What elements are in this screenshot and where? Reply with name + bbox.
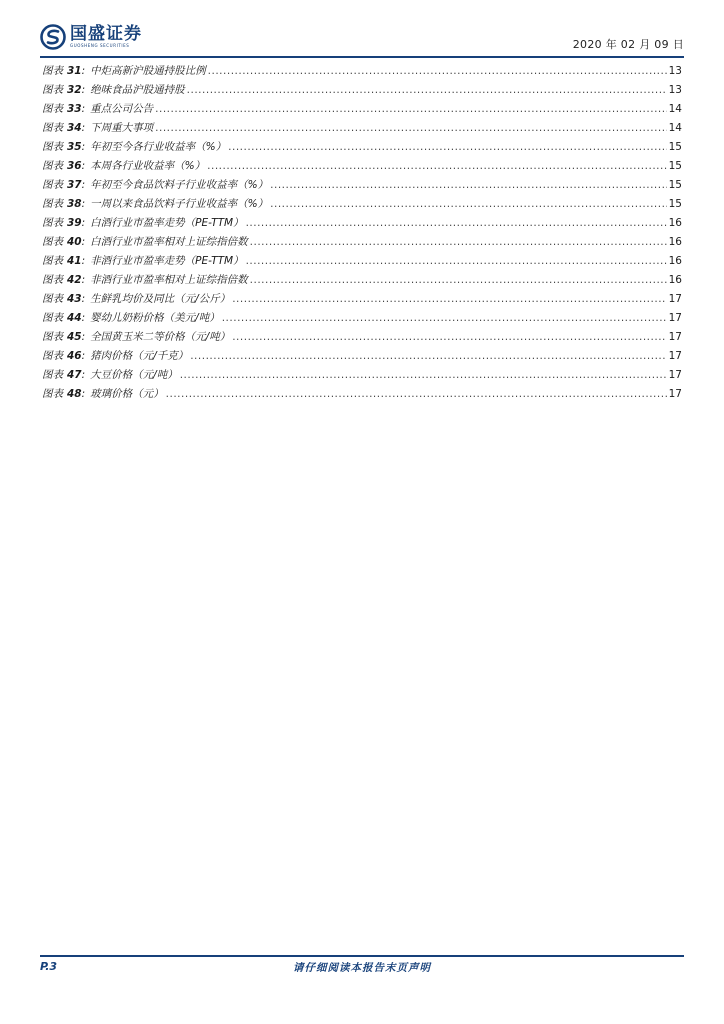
toc-dot-leader <box>155 122 666 134</box>
toc-entry-separator: : <box>81 274 86 286</box>
toc-entry-separator: : <box>81 331 86 343</box>
toc-entry-separator: : <box>81 198 86 210</box>
toc-entry[interactable] <box>42 196 682 215</box>
toc-dot-leader <box>250 274 667 286</box>
toc-entry-page: 17 <box>668 312 682 324</box>
toc-entry-page: 17 <box>668 331 682 343</box>
toc-entry[interactable] <box>42 139 682 158</box>
toc-entry[interactable] <box>42 310 682 329</box>
toc-entry-number: 34 <box>67 122 82 134</box>
toc-entry-prefix: 图表 <box>42 331 63 343</box>
toc-entry[interactable] <box>42 215 682 234</box>
toc-entry-prefix: 图表 <box>42 236 63 248</box>
toc-entry-page: 17 <box>668 388 682 400</box>
toc-entry-title: 重点公司公告 <box>90 103 154 115</box>
toc-entry-prefix: 图表 <box>42 274 63 286</box>
toc-entry-prefix: 图表 <box>42 388 63 400</box>
disclaimer-note: 请仔细阅读本报告末页声明 <box>293 962 431 974</box>
toc-entry-prefix: 图表 <box>42 122 63 134</box>
toc-entry-title: 大豆价格（元/吨） <box>90 369 178 381</box>
toc-entry-page: 14 <box>668 122 682 134</box>
toc-entry-page: 14 <box>668 103 682 115</box>
toc-dot-leader <box>187 84 667 96</box>
toc-entry-number: 35 <box>67 141 82 153</box>
footer-divider <box>40 955 684 957</box>
toc-entry-number: 41 <box>67 255 82 267</box>
toc-entry[interactable] <box>42 291 682 310</box>
toc-entry-title: 一周以来食品饮料子行业收益率（%） <box>90 198 269 210</box>
toc-entry[interactable] <box>42 272 682 291</box>
toc-dot-leader <box>155 103 666 115</box>
logo-subtitle: GUOSHENG SECURITIES <box>70 43 130 48</box>
toc-entry-title: 中炬高新沪股通持股比例 <box>90 65 206 77</box>
toc-dot-leader <box>208 65 667 77</box>
toc-entry-prefix: 图表 <box>42 350 63 362</box>
toc-entry[interactable] <box>42 82 682 101</box>
toc-entry-number: 42 <box>67 274 82 286</box>
toc-entry-page: 16 <box>668 236 682 248</box>
toc-entry-prefix: 图表 <box>42 198 63 210</box>
brand-logo <box>40 20 142 54</box>
toc-entry-title: 本周各行业收益率（%） <box>90 160 206 172</box>
toc-entry-page: 15 <box>668 141 682 153</box>
toc-entry-separator: : <box>81 236 86 248</box>
toc-entry-prefix: 图表 <box>42 160 63 172</box>
toc-entry-prefix: 图表 <box>42 65 63 77</box>
toc-entry-separator: : <box>81 388 86 400</box>
toc-dot-leader <box>190 350 666 362</box>
toc-entry-prefix: 图表 <box>42 255 63 267</box>
toc-entry-separator: : <box>81 255 86 267</box>
page-header <box>40 20 684 54</box>
page-number: P.3 <box>40 960 58 973</box>
toc-entry-separator: : <box>81 293 86 305</box>
toc-entry[interactable] <box>42 348 682 367</box>
toc-entry-prefix: 图表 <box>42 84 63 96</box>
toc-entry-number: 44 <box>67 312 82 324</box>
logo-icon <box>40 24 66 50</box>
logo-name: 国盛证券 <box>70 24 142 44</box>
toc-entry-number: 43 <box>67 293 82 305</box>
toc-entry-prefix: 图表 <box>42 179 63 191</box>
toc-entry-number: 48 <box>67 388 82 400</box>
toc-entry-page: 13 <box>668 84 682 96</box>
toc-entry-separator: : <box>81 122 86 134</box>
toc-entry-title: 生鲜乳均价及同比（元/公斤） <box>90 293 231 305</box>
toc-entry[interactable] <box>42 120 682 139</box>
toc-entry-title: 白酒行业市盈率走势（PE-TTM） <box>90 217 244 229</box>
toc-entry-page: 17 <box>668 350 682 362</box>
toc-entry-number: 45 <box>67 331 82 343</box>
toc-entry-number: 32 <box>67 84 82 96</box>
toc-dot-leader <box>232 331 666 343</box>
toc-entry-prefix: 图表 <box>42 293 63 305</box>
toc-entry-page: 15 <box>668 179 682 191</box>
toc-dot-leader <box>222 312 667 324</box>
toc-entry-title: 绝味食品沪股通持股 <box>90 84 185 96</box>
toc-entry-number: 31 <box>67 65 82 77</box>
toc-entry-page: 16 <box>668 274 682 286</box>
toc-entry-prefix: 图表 <box>42 103 63 115</box>
toc-entry-page: 15 <box>668 198 682 210</box>
header-divider <box>40 56 684 58</box>
toc-entry[interactable] <box>42 177 682 196</box>
toc-entry[interactable] <box>42 158 682 177</box>
toc-dot-leader <box>166 388 667 400</box>
toc-entry-title: 非酒行业市盈率相对上证综指倍数 <box>90 274 248 286</box>
toc-entry-title: 全国黄玉米二等价格（元/吨） <box>90 331 231 343</box>
toc-entry[interactable] <box>42 367 682 386</box>
toc-entry-separator: : <box>81 141 86 153</box>
toc-entry-title: 年初至今各行业收益率（%） <box>90 141 227 153</box>
toc-entry-number: 40 <box>67 236 82 248</box>
toc-entry-page: 13 <box>668 65 682 77</box>
toc-entry-number: 33 <box>67 103 82 115</box>
toc-entry-title: 年初至今食品饮料子行业收益率（%） <box>90 179 269 191</box>
toc-entry-prefix: 图表 <box>42 312 63 324</box>
toc-entry-prefix: 图表 <box>42 369 63 381</box>
toc-entry-separator: : <box>81 312 86 324</box>
toc-entry[interactable] <box>42 253 682 272</box>
toc-entry-page: 15 <box>668 160 682 172</box>
toc-entry-title: 婴幼儿奶粉价格（美元/吨） <box>90 312 220 324</box>
toc-entry-separator: : <box>81 65 86 77</box>
toc-entry-title: 白酒行业市盈率相对上证综指倍数 <box>90 236 248 248</box>
toc-entry[interactable] <box>42 63 682 82</box>
toc-entry-number: 39 <box>67 217 82 229</box>
toc-entry-title: 猪肉价格（元/千克） <box>90 350 189 362</box>
toc-dot-leader <box>270 179 666 191</box>
toc-entry-title: 下周重大事项 <box>90 122 154 134</box>
toc-entry-number: 47 <box>67 369 82 381</box>
figure-index <box>42 63 682 405</box>
toc-entry-separator: : <box>81 84 86 96</box>
toc-entry[interactable] <box>42 234 682 253</box>
toc-entry-page: 16 <box>668 255 682 267</box>
toc-dot-leader <box>246 255 667 267</box>
toc-dot-leader <box>180 369 667 381</box>
toc-entry-title: 玻璃价格（元） <box>90 388 164 400</box>
toc-dot-leader <box>270 198 666 210</box>
toc-dot-leader <box>250 236 667 248</box>
toc-dot-leader <box>246 217 667 229</box>
toc-entry-title: 非酒行业市盈率走势（PE-TTM） <box>90 255 244 267</box>
toc-dot-leader <box>232 293 666 305</box>
toc-entry-prefix: 图表 <box>42 141 63 153</box>
toc-entry-separator: : <box>81 160 86 172</box>
toc-entry-number: 37 <box>67 179 82 191</box>
toc-dot-leader <box>228 141 666 153</box>
toc-entry-separator: : <box>81 179 86 191</box>
toc-entry-separator: : <box>81 103 86 115</box>
toc-entry-separator: : <box>81 350 86 362</box>
toc-dot-leader <box>207 160 666 172</box>
toc-entry[interactable] <box>42 386 682 405</box>
toc-entry-number: 38 <box>67 198 82 210</box>
toc-entry-separator: : <box>81 217 86 229</box>
toc-entry-separator: : <box>81 369 86 381</box>
report-date: 2020 年 02 月 09 日 <box>572 38 684 51</box>
toc-entry-page: 16 <box>668 217 682 229</box>
toc-entry-number: 46 <box>67 350 82 362</box>
toc-entry[interactable] <box>42 101 682 120</box>
toc-entry-number: 36 <box>67 160 82 172</box>
toc-entry-page: 17 <box>668 369 682 381</box>
toc-entry-prefix: 图表 <box>42 217 63 229</box>
toc-entry[interactable] <box>42 329 682 348</box>
toc-entry-page: 17 <box>668 293 682 305</box>
